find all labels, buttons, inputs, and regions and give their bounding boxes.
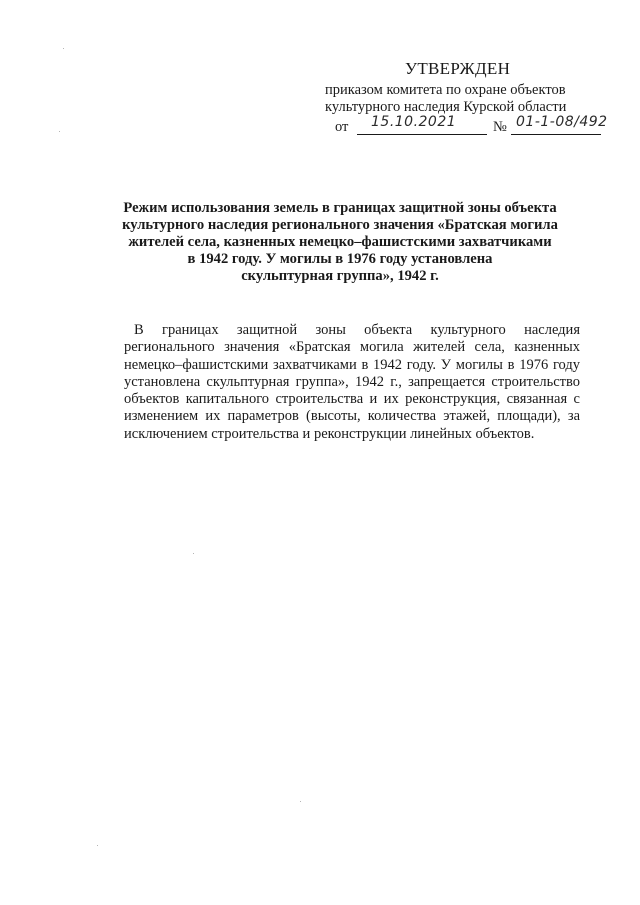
- title-line: культурного наследия регионального значения «Братская могила: [122, 217, 558, 233]
- scan-speck: [59, 131, 60, 132]
- date-prefix-label: от: [335, 119, 349, 135]
- title-line: скульптурная группа», 1942 г.: [241, 268, 439, 284]
- approval-authority-line2: культурного наследия Курской области: [325, 99, 567, 115]
- scan-speck: [63, 48, 64, 49]
- document-title: [70, 200, 610, 285]
- approval-title: УТВЕРЖДЕН: [405, 59, 511, 78]
- title-line: жителей села, казненных немецко–фашистскими захватчиками: [128, 234, 552, 250]
- handwritten-order-number: 01-1-08/492: [516, 114, 608, 130]
- number-label: №: [493, 119, 507, 135]
- approval-date-number-line: [335, 114, 615, 137]
- handwritten-date: 15.10.2021: [371, 114, 457, 130]
- title-line: Режим использования земель в границах защитной зоны объекта: [123, 200, 557, 216]
- number-underline: [511, 134, 601, 135]
- scan-speck: [193, 553, 194, 554]
- date-underline: [357, 134, 487, 135]
- approval-authority-line1: приказом комитета по охране объектов: [325, 82, 566, 98]
- title-line: в 1942 году. У могилы в 1976 году установлена: [187, 251, 493, 267]
- scan-speck: [300, 801, 301, 802]
- scan-speck: [97, 845, 98, 846]
- body-paragraph: В границах защитной зоны объекта культурного наследия регионального значения «Братская могила жителей села, казненных немецко–фашистскими захватчиками в 1942 году. У могилы в 1976 году установлена скульптурная группа», 1942 г., запрещается строительство объектов капитального строительства и их реконструкция, связанная с изменением их параметров (высоты, количества этажей, площади), за исключением строительства и реконструкции линейных объектов.: [124, 322, 580, 442]
